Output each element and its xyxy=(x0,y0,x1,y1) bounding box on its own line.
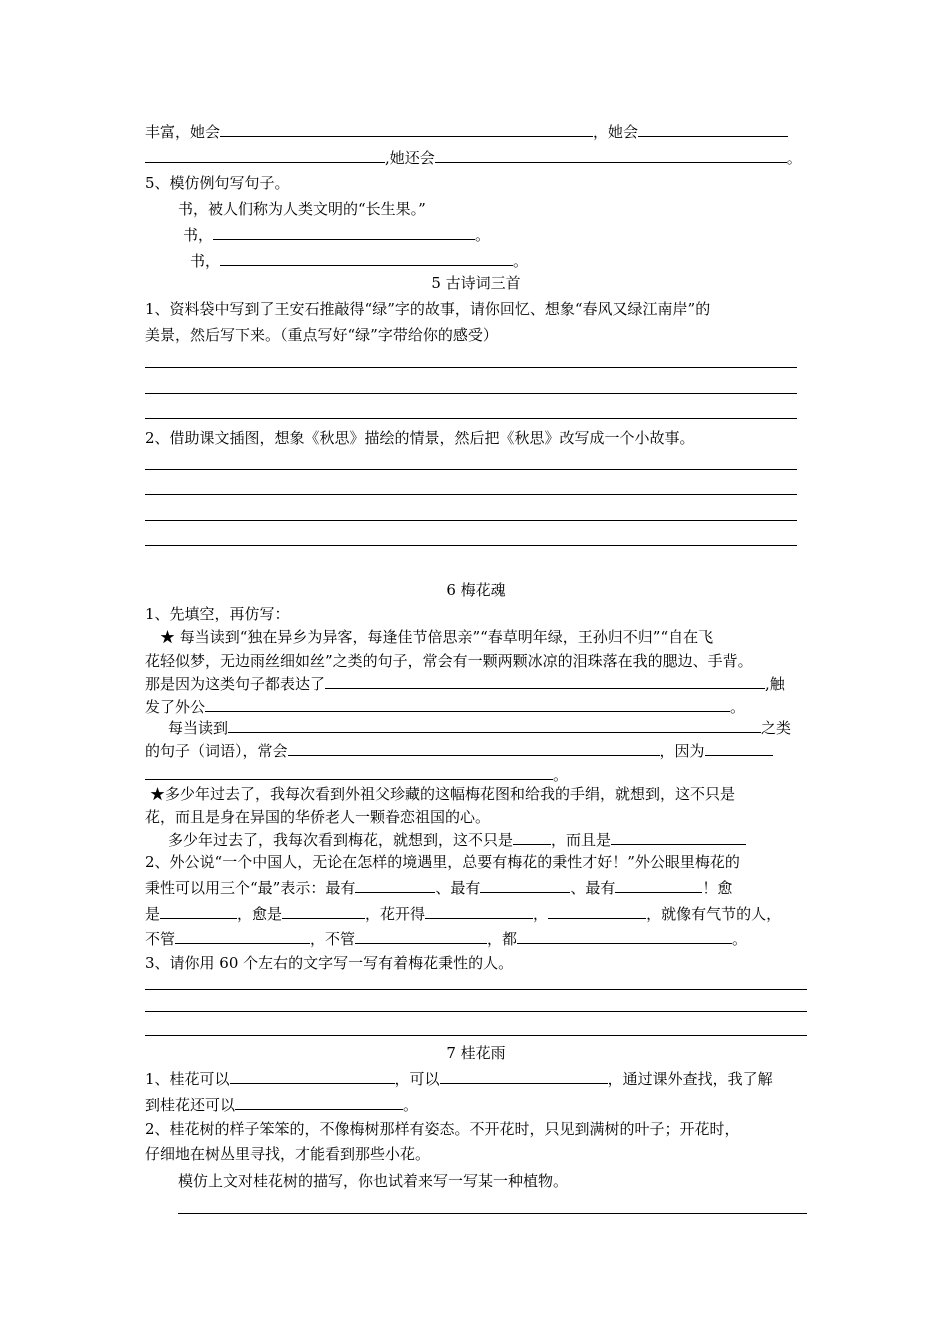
answer-blank[interactable] xyxy=(355,877,435,893)
text: 多少年过去了，我每次看到梅花，就想到，这不只是 xyxy=(168,831,514,849)
writing-line[interactable] xyxy=(145,545,797,546)
text: 、最有 xyxy=(570,879,616,897)
answer-blank[interactable] xyxy=(517,928,732,944)
answer-blank[interactable] xyxy=(220,250,513,266)
question-2: 2、借助课文插图，想象《秋思》描绘的情景，然后把《秋思》改写成一个小故事。 xyxy=(145,429,695,447)
question-2: 2、桂花树的样子笨笨的，不像梅树那样有姿态。不开花时，只见到满树的叶子；开花时， xyxy=(145,1120,740,1138)
text: ，可以 xyxy=(394,1070,440,1088)
answer-blank[interactable] xyxy=(638,121,788,137)
answer-blank[interactable] xyxy=(705,740,773,756)
answer-blank[interactable] xyxy=(175,928,310,944)
text-line xyxy=(145,740,773,761)
text: 书， xyxy=(190,252,221,270)
answer-blank[interactable] xyxy=(145,764,553,780)
text: 发了外公 xyxy=(145,698,206,716)
answer-blank[interactable] xyxy=(282,903,365,919)
text: ，而且是 xyxy=(551,831,612,849)
text: ，都 xyxy=(487,930,518,948)
example-sentence: 书，被人们称为人类文明的“长生果。” xyxy=(178,200,426,218)
text: 丰富，她会 xyxy=(145,123,221,141)
text: ！愈 xyxy=(702,879,733,897)
text: ,她还会 xyxy=(385,149,435,167)
writing-line[interactable] xyxy=(145,520,797,521)
text-line xyxy=(168,829,746,850)
text-line xyxy=(145,673,785,694)
text: ，就像有气节的人， xyxy=(646,905,782,923)
answer-blank[interactable] xyxy=(325,673,765,689)
answer-blank[interactable] xyxy=(160,903,237,919)
answer-blank[interactable] xyxy=(480,877,570,893)
text: ，因为 xyxy=(659,742,705,760)
text: 每当读到 xyxy=(168,719,229,737)
writing-line[interactable] xyxy=(145,418,797,419)
text-line xyxy=(145,877,732,898)
answer-blank[interactable] xyxy=(235,1094,403,1110)
text-line xyxy=(145,928,747,949)
text: ，通过课外查找，我了解 xyxy=(607,1070,773,1088)
text-line xyxy=(145,147,802,168)
text: ，不管 xyxy=(310,930,356,948)
text-line xyxy=(190,250,528,271)
answer-blank[interactable] xyxy=(220,121,593,137)
question-1: 1、资料袋中写到了王安石推敲得“绿”字的故事，请你回忆、想象“春风又绿江南岸”的 xyxy=(145,300,711,318)
text: 1、桂花可以 xyxy=(145,1070,230,1088)
text: 不管 xyxy=(145,930,176,948)
writing-line[interactable] xyxy=(178,1213,807,1214)
text: 。 xyxy=(553,766,569,784)
text: 。 xyxy=(475,226,491,244)
answer-blank[interactable] xyxy=(230,1068,395,1084)
text: 到桂花还可以 xyxy=(145,1096,236,1114)
text-line xyxy=(145,1068,773,1089)
text: 之类 xyxy=(761,719,792,737)
answer-blank[interactable] xyxy=(288,740,660,756)
answer-blank[interactable] xyxy=(355,928,487,944)
text-line xyxy=(145,121,788,142)
answer-blank[interactable] xyxy=(440,1068,608,1084)
text: ，她会 xyxy=(593,123,639,141)
instruction: 模仿上文对桂花树的描写，你也试着来写一写某一种植物。 xyxy=(178,1172,569,1190)
text: ， xyxy=(533,905,549,923)
passage-line: ★多少年过去了，我每次看到外祖父珍藏的这幅梅花图和给我的手绢，就想到，这不只是 xyxy=(150,785,736,803)
text: ，花开得 xyxy=(365,905,426,923)
question-5: 5、模仿例句写句子。 xyxy=(145,174,290,192)
answer-blank[interactable] xyxy=(145,147,385,163)
writing-line[interactable] xyxy=(145,393,797,394)
text: 那是因为这类句子都表达了 xyxy=(145,675,326,693)
answer-blank[interactable] xyxy=(435,147,787,163)
text: 。 xyxy=(786,149,802,167)
text: ，愈是 xyxy=(237,905,283,923)
answer-blank[interactable] xyxy=(213,224,475,240)
text: 。 xyxy=(513,252,529,270)
question-1: 1、先填空，再仿写： xyxy=(145,605,290,623)
text: 、最有 xyxy=(435,879,481,897)
writing-line[interactable] xyxy=(145,367,797,368)
passage-line: 花轻似梦，无边雨丝细如丝”之类的句子，常会有一颗两颗冰凉的泪珠落在我的腮边、手背。 xyxy=(145,652,753,670)
answer-blank[interactable] xyxy=(205,696,730,712)
writing-line[interactable] xyxy=(145,494,797,495)
writing-line[interactable] xyxy=(145,989,807,990)
text: 秉性可以用三个“最”表示：最有 xyxy=(145,879,356,897)
text-line xyxy=(183,224,490,245)
answer-blank[interactable] xyxy=(548,903,646,919)
section-title: 7 桂花雨 xyxy=(446,1044,506,1062)
text-line xyxy=(145,764,568,785)
writing-line[interactable] xyxy=(145,1035,807,1036)
text: 。 xyxy=(403,1096,419,1114)
section-title: 6 梅花魂 xyxy=(446,581,506,599)
writing-line[interactable] xyxy=(145,1011,807,1012)
text-line xyxy=(168,717,791,738)
answer-blank[interactable] xyxy=(425,903,533,919)
text: 书， xyxy=(183,226,214,244)
passage-line: 花，而且是身在异国的华侨老人一颗眷恋祖国的心。 xyxy=(145,808,491,826)
text: ,触 xyxy=(765,675,785,693)
writing-line[interactable] xyxy=(145,469,797,470)
answer-blank[interactable] xyxy=(615,877,702,893)
section-title: 5 古诗词三首 xyxy=(431,274,521,292)
text: 。 xyxy=(730,698,746,716)
question-2: 2、外公说“一个中国人，无论在怎样的境遇里，总要有梅花的秉性才好！”外公眼里梅花的 xyxy=(145,853,740,871)
text-line xyxy=(145,696,745,717)
answer-blank[interactable] xyxy=(611,829,746,845)
text: 是 xyxy=(145,905,161,923)
text-line xyxy=(145,1094,418,1115)
answer-blank[interactable] xyxy=(513,829,551,845)
question-3: 3、请你用 60 个左右的文字写一写有着梅花秉性的人。 xyxy=(145,954,514,972)
question-1-cont: 美景，然后写下来。（重点写好“绿”字带给你的感受） xyxy=(145,326,498,344)
text-line xyxy=(145,903,781,924)
question-2-cont: 仔细地在树丛里寻找，才能看到那些小花。 xyxy=(145,1145,431,1163)
answer-blank[interactable] xyxy=(228,717,761,733)
text: 。 xyxy=(732,930,748,948)
passage-line: ★ 每当读到“独在异乡为异客，每逢佳节倍思亲”“春草明年绿，王孙归不归”“自在飞 xyxy=(160,628,714,646)
text: 的句子（词语），常会 xyxy=(145,742,288,760)
